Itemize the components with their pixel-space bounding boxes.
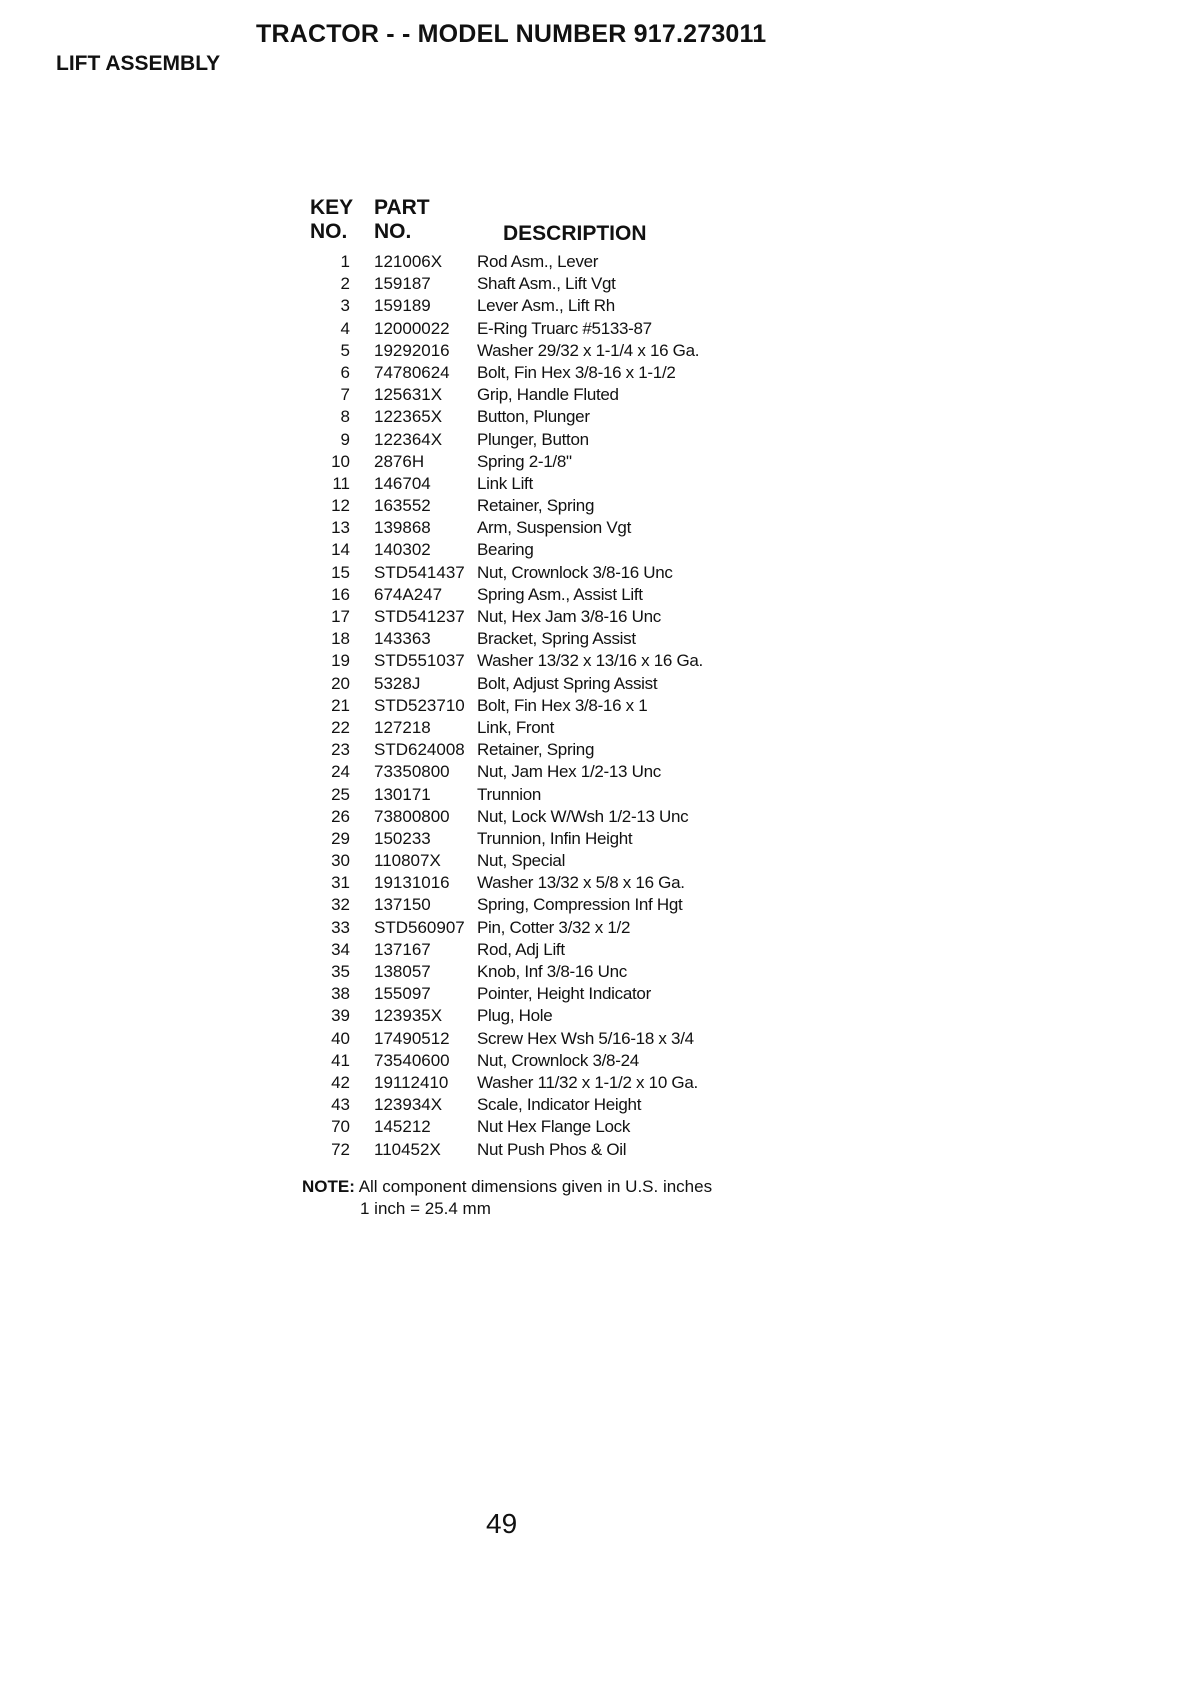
page-number: 49: [486, 1508, 518, 1539]
part-number: 674A247: [374, 584, 443, 604]
part-number: 125631X: [374, 385, 443, 405]
part-description: Trunnion: [477, 784, 542, 804]
table-row: [300, 1005, 820, 1027]
part-number: 122365X: [374, 407, 443, 427]
table-row: [300, 673, 820, 695]
note: [302, 1177, 712, 1197]
part-number: 140302: [374, 540, 431, 560]
table-row: [300, 1116, 820, 1138]
table-row: [300, 562, 820, 584]
part-description: Nut, Crownlock 3/8-16 Unc: [477, 562, 673, 582]
key-number: 10: [331, 451, 350, 471]
key-number: 31: [331, 873, 350, 893]
table-row: [300, 894, 820, 916]
table-row: [300, 251, 820, 273]
table-row: [300, 961, 820, 983]
table-row: [300, 1094, 820, 1116]
part-description: Washer 13/32 x 13/16 x 16 Ga.: [477, 651, 703, 671]
header-description: DESCRIPTION: [503, 222, 647, 245]
part-number: 155097: [374, 984, 431, 1004]
table-row: [300, 1028, 820, 1050]
part-number: 130171: [374, 784, 431, 804]
part-number: 2876H: [374, 451, 425, 471]
table-row: [300, 828, 820, 850]
key-number: 72: [331, 1139, 350, 1159]
key-number: 41: [331, 1050, 350, 1070]
table-row: [300, 584, 820, 606]
key-number: 42: [331, 1072, 350, 1092]
part-number: 137167: [374, 939, 431, 959]
key-number: 5: [340, 340, 350, 360]
part-description: Spring Asm., Assist Lift: [477, 584, 643, 604]
part-number: STD551037: [374, 651, 465, 671]
part-description: Link, Front: [477, 717, 555, 737]
part-number: 123934X: [374, 1095, 443, 1115]
parts-list: [300, 251, 820, 1161]
part-number: 159189: [374, 296, 431, 316]
key-number: 11: [332, 473, 350, 493]
table-row: [300, 539, 820, 561]
part-number: 137150: [374, 895, 431, 915]
table-row: [300, 1050, 820, 1072]
table-row: [300, 939, 820, 961]
part-description: E-Ring Truarc #5133-87: [477, 318, 652, 338]
part-number: 5328J: [374, 673, 421, 693]
key-number: 14: [331, 540, 350, 560]
key-number: 25: [331, 784, 350, 804]
part-description: Nut, Special: [477, 851, 566, 871]
part-number: 17490512: [374, 1028, 450, 1048]
part-description: Bolt, Adjust Spring Assist: [477, 673, 658, 693]
part-description: Knob, Inf 3/8-16 Unc: [477, 962, 627, 981]
table-row: [300, 650, 820, 672]
part-description: Pointer, Height Indicator: [477, 984, 651, 1004]
part-description: Rod, Adj Lift: [477, 939, 565, 959]
table-row: [300, 451, 820, 473]
part-number: 19292016: [374, 340, 450, 360]
key-number: 2: [340, 274, 350, 294]
part-description: Nut, Lock W/Wsh 1/2-13 Unc: [477, 806, 689, 826]
part-number: 143363: [374, 629, 431, 649]
part-number: 19112410: [374, 1072, 449, 1092]
part-description: Nut, Jam Hex 1/2-13 Unc: [477, 762, 661, 782]
key-number: 7: [340, 385, 350, 405]
key-number: 70: [331, 1117, 350, 1137]
table-row: [300, 628, 820, 650]
note-conversion: 1 inch = 25.4 mm: [360, 1199, 491, 1218]
part-number: 127218: [374, 717, 431, 737]
table-row: [300, 517, 820, 539]
part-number: 163552: [374, 496, 431, 516]
part-description: Plug, Hole: [477, 1006, 553, 1026]
key-number: 39: [331, 1006, 350, 1026]
note-label: NOTE:: [302, 1177, 355, 1196]
table-row: [300, 872, 820, 894]
key-number: 6: [340, 362, 350, 382]
part-description: Shaft Asm., Lift Vgt: [477, 274, 616, 294]
key-number: 33: [331, 917, 350, 937]
part-description: Screw Hex Wsh 5/16-18 x 3/4: [477, 1028, 694, 1048]
part-description: Scale, Indicator Height: [477, 1095, 642, 1115]
part-number: STD541237: [374, 607, 465, 626]
part-description: Nut Hex Flange Lock: [477, 1117, 631, 1137]
table-row: [300, 983, 820, 1005]
key-number: 12: [331, 496, 350, 516]
table-row: [300, 761, 820, 783]
part-number: STD624008: [374, 740, 465, 760]
table-row: [300, 695, 820, 717]
part-description: Link Lift: [477, 473, 533, 493]
part-description: Bolt, Fin Hex 3/8-16 x 1-1/2: [477, 362, 676, 382]
part-number: 150233: [374, 828, 431, 848]
table-row: [300, 406, 820, 428]
part-description: Grip, Handle Fluted: [477, 385, 619, 405]
key-number: 21: [331, 695, 350, 715]
key-number: 32: [331, 895, 350, 915]
part-number: 145212: [374, 1117, 431, 1137]
table-row: [300, 362, 820, 384]
note-text: All component dimensions given in U.S. inches: [358, 1177, 713, 1196]
key-number: 40: [331, 1028, 350, 1048]
page-title: TRACTOR - - MODEL NUMBER 917.273011: [256, 20, 767, 48]
part-number: STD541437: [374, 562, 465, 582]
key-number: 29: [331, 828, 350, 848]
table-row: [300, 384, 820, 406]
key-number: 9: [340, 429, 350, 449]
table-row: [300, 850, 820, 872]
table-row: [300, 429, 820, 451]
part-description: Spring 2-1/8": [477, 451, 572, 471]
part-description: Plunger, Button: [477, 429, 589, 449]
key-number: 18: [331, 629, 350, 649]
key-number: 13: [331, 518, 350, 538]
key-number: 8: [340, 407, 350, 427]
table-row: [300, 917, 820, 939]
part-description: Retainer, Spring: [477, 740, 595, 760]
key-number: 3: [340, 296, 350, 316]
part-number: STD560907: [374, 917, 465, 937]
table-row: [300, 739, 820, 761]
key-number: 34: [331, 939, 350, 959]
part-description: Lever Asm., Lift Rh: [477, 296, 615, 316]
key-number: 43: [331, 1095, 350, 1115]
key-number: 24: [331, 762, 350, 782]
table-row: [300, 717, 820, 739]
part-number: 12000022: [374, 318, 450, 338]
part-number: 110452X: [374, 1139, 441, 1159]
table-row: [300, 295, 820, 317]
part-number: 146704: [374, 473, 431, 493]
key-number: 16: [331, 584, 350, 604]
part-description: Retainer, Spring: [477, 496, 595, 516]
header-key-line1: KEY: [310, 196, 354, 219]
table-row: [300, 473, 820, 495]
part-number: 73540600: [374, 1050, 450, 1070]
part-description: Bolt, Fin Hex 3/8-16 x 1: [477, 695, 648, 715]
part-description: Nut, Crownlock 3/8-24: [477, 1050, 639, 1070]
part-number: 121006X: [374, 252, 443, 271]
key-number: 17: [331, 607, 350, 626]
key-number: 22: [331, 717, 350, 737]
part-number: 19131016: [374, 873, 450, 893]
part-description: Arm, Suspension Vgt: [477, 518, 631, 538]
part-description: Pin, Cotter 3/32 x 1/2: [477, 917, 631, 937]
table-row: [300, 1072, 820, 1094]
key-number: 20: [331, 673, 350, 693]
part-description: Spring, Compression Inf Hgt: [477, 895, 683, 915]
part-number: 159187: [374, 274, 431, 294]
table-row: [300, 606, 820, 628]
key-number: 23: [331, 740, 350, 760]
part-description: Nut, Hex Jam 3/8-16 Unc: [477, 607, 661, 626]
key-number: 30: [331, 851, 350, 871]
part-description: Button, Plunger: [477, 407, 590, 427]
part-number: 74780624: [374, 362, 450, 382]
part-description: Washer 11/32 x 1-1/2 x 10 Ga.: [477, 1072, 698, 1092]
table-row: [300, 784, 820, 806]
part-description: Bracket, Spring Assist: [477, 629, 636, 649]
key-number: 1: [340, 252, 350, 271]
key-number: 19: [331, 651, 350, 671]
key-number: 38: [331, 984, 350, 1004]
part-number: STD523710: [374, 695, 465, 715]
part-description: Bearing: [477, 540, 534, 560]
part-description: Rod Asm., Lever: [477, 252, 599, 271]
section-title: LIFT ASSEMBLY: [56, 52, 221, 75]
part-description: Washer 29/32 x 1-1/4 x 16 Ga.: [477, 340, 700, 360]
table-row: [300, 495, 820, 517]
part-number: 122364X: [374, 429, 443, 449]
part-description: Nut Push Phos & Oil: [477, 1139, 627, 1159]
part-description: Washer 13/32 x 5/8 x 16 Ga.: [477, 873, 685, 893]
table-row: [300, 273, 820, 295]
part-description: Trunnion, Infin Height: [477, 828, 633, 848]
table-row: [300, 806, 820, 828]
part-number: 73800800: [374, 806, 450, 826]
table-row: [300, 318, 820, 340]
part-number: 110807X: [374, 851, 441, 871]
part-number: 123935X: [374, 1006, 443, 1026]
table-row: [300, 340, 820, 362]
key-number: 35: [331, 962, 350, 981]
key-number: 15: [331, 562, 350, 582]
part-number: 138057: [374, 962, 431, 981]
header-part-line2: NO.: [374, 220, 412, 243]
header-key-line2: NO.: [310, 220, 348, 243]
part-number: 73350800: [374, 762, 450, 782]
key-number: 4: [340, 318, 350, 338]
key-number: 26: [331, 806, 350, 826]
header-part-line1: PART: [374, 196, 430, 219]
part-number: 139868: [374, 518, 431, 538]
table-row: [300, 1139, 820, 1161]
